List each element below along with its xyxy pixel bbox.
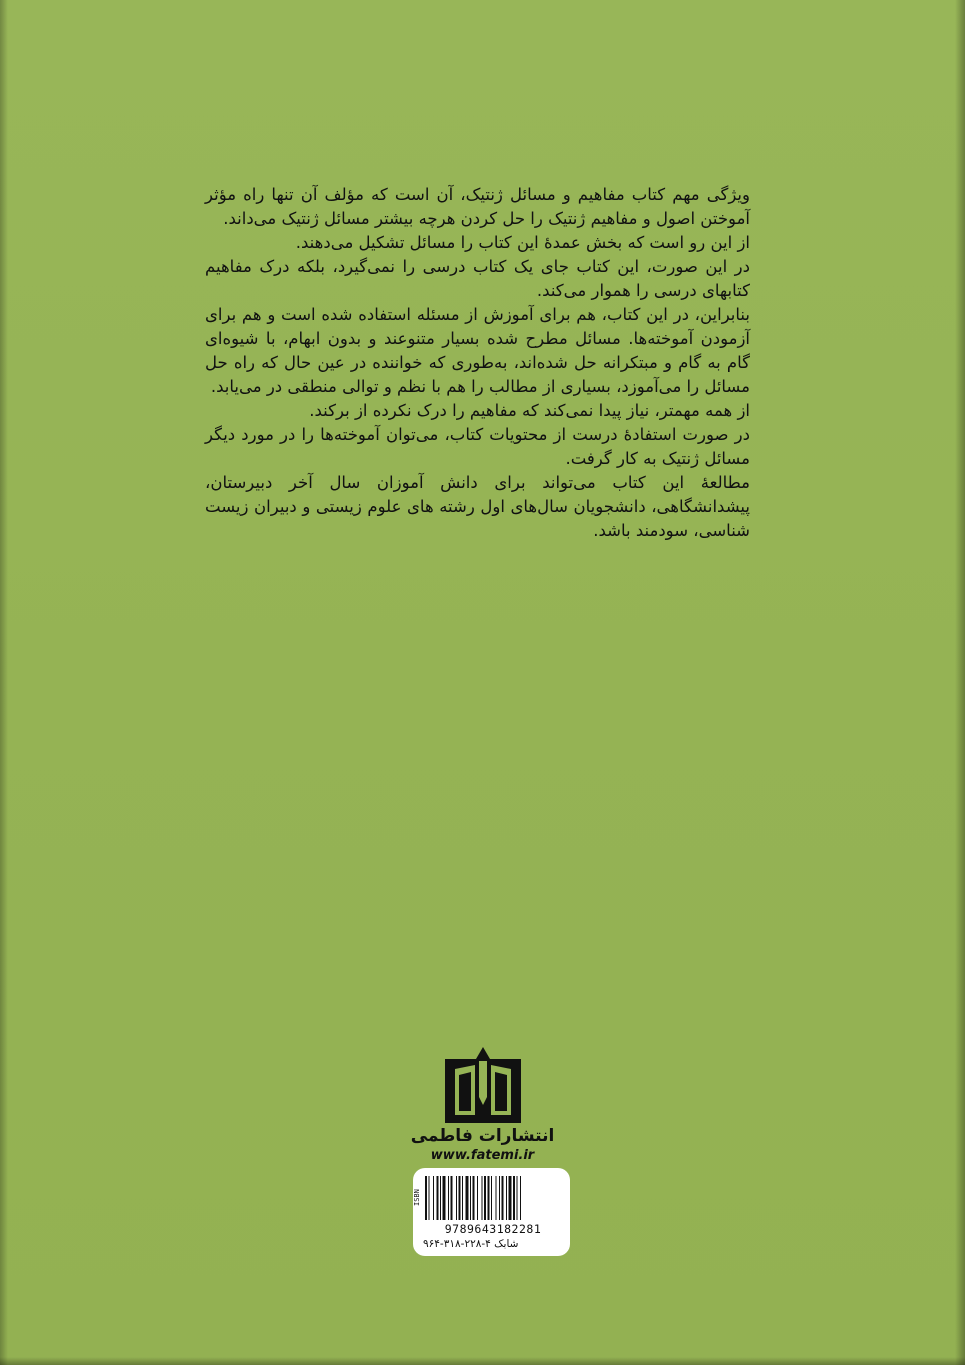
cover-left-edge [0,0,8,1365]
barcode-bar [425,1176,427,1220]
barcode-bar [488,1176,490,1220]
isbn-label: شابک ۴-۲۲۸-۳۱۸-۹۶۴ [423,1238,519,1250]
blurb-paragraph-3: در این صورت، این کتاب جای یک کتاب درسی را نمی‌گیرد، بلکه درک مفاهیم کتابهای درسی را هموار می‌کند. [205,257,750,300]
back-cover-blurb [205,183,750,543]
blurb-paragraph-6: در صورت استفادهٔ درست از محتویات کتاب، می‌توان آموخته‌ها را در مورد دیگر مسائل ژنتیک به کار گرفت. [205,425,750,468]
barcode-bar [491,1176,492,1220]
publisher-website: www.fatemi.ir [430,1148,535,1163]
barcode-bar [470,1176,471,1220]
barcode-bar [466,1176,469,1220]
barcode-bar [482,1176,483,1220]
barcode-icon [425,1176,559,1222]
barcode-side-text: ISBN [413,1189,421,1207]
barcode-bar [502,1176,504,1220]
barcode-bar [459,1176,461,1220]
barcode-bar [440,1176,441,1220]
barcode-bar [437,1176,439,1220]
publisher-logo-icon [443,1045,523,1125]
barcode-bar [506,1176,507,1220]
barcode-sticker [413,1168,570,1256]
barcode-bar [477,1176,478,1220]
barcode-bar [509,1176,512,1220]
barcode-bar [456,1176,457,1220]
barcode-bar [517,1176,518,1220]
blurb-paragraph-2: از این رو است که بخش عمدهٔ این کتاب را مسائل تشکیل می‌دهند. [295,233,750,252]
barcode-bar [443,1176,446,1220]
barcode-bar [473,1176,475,1220]
barcode-bar [496,1176,497,1220]
barcode-digits: 9789643182281 [444,1222,542,1236]
barcode-bar [433,1176,434,1220]
barcode-bar [513,1176,515,1220]
blurb-paragraph-4: بنابراین، در این کتاب، هم برای آموزش از مسئله استفاده شده است و هم برای آزمودن آموخته‌ها. مسائل مطرح شده بسیار متنوعند و بدون ابهام، با شیوه‌ای گام به گام و مبتکرانه حل شده‌اند، به‌طوری که خواننده در عین حال که راه حل مسائل را می‌آموزد، بسیاری از مطالب را هم با نظم و توالی منطقی در می‌یابد. [205,305,750,396]
cover-bottom-edge [0,1357,965,1365]
barcode-bar [484,1176,486,1220]
barcode-bar [520,1176,521,1220]
publisher-name: انتشارات فاطمی [410,1126,555,1146]
barcode-bar [451,1176,453,1220]
blurb-paragraph-7: مطالعهٔ این کتاب می‌تواند برای دانش آموزان سال آخر دبیرستان، پیشدانشگاهی، دانشجویان سال‌های اول رشته های علوم زیستی و دبیران زیست شناسی، سودمند باشد. [205,473,750,540]
blurb-paragraph-1: ویژگی مهم کتاب مفاهیم و مسائل ژنتیک، آن است که مؤلف آن تنها راه مؤثر آموختن اصول و مفاهیم ژنتیک را حل کردن هرچه بیشتر مسائل ژنتیک می‌داند. [205,185,750,228]
barcode-bar [499,1176,500,1220]
barcode-bar [448,1176,449,1220]
barcode-bar [462,1176,463,1220]
blurb-paragraph-5: از همه مهمتر، نیاز پیدا نمی‌کند که مفاهیم را درک نکرده از برکند. [309,401,750,420]
barcode-bar [429,1176,430,1220]
cover-right-edge [955,0,965,1365]
